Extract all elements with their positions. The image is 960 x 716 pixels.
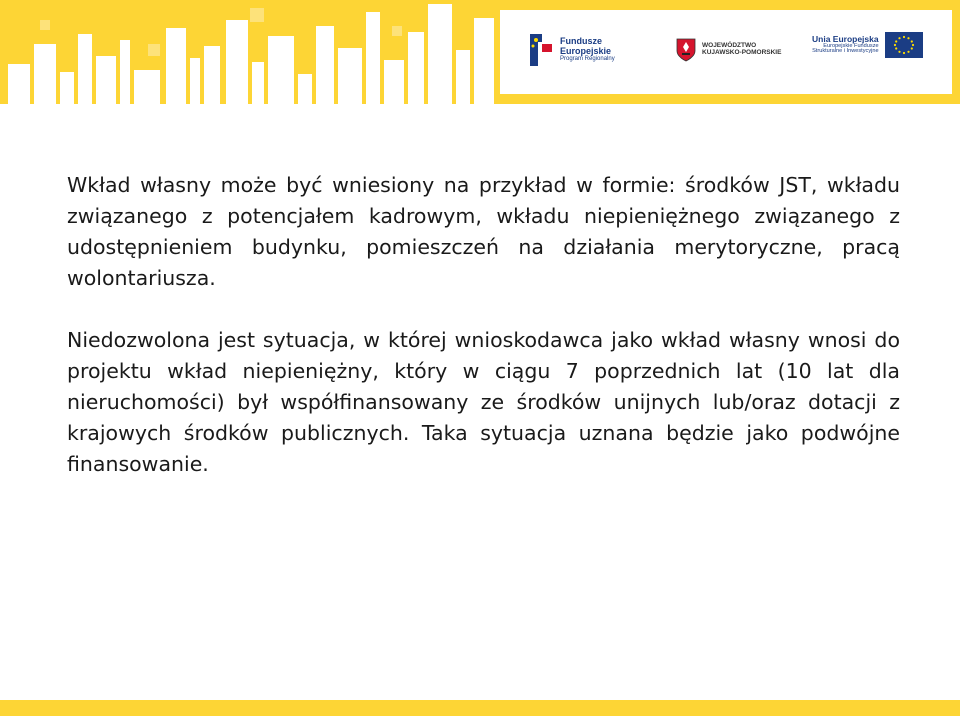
footer-stripe <box>0 700 960 716</box>
header-banner <box>0 0 960 104</box>
paragraph-double-financing: Niedozwolona jest sytuacja, w której wnioskodawca jako wkład własny wnosi do projektu wkład niepieniężny, który w ciągu 7 poprzednich lat (10 lat dla nieruchomości) był współfinansowany ze środków unijnych lub/oraz dotacji z krajowych środków publicznych. Taka sytuacja uznana będzie jako podwójne finansowanie. <box>67 328 900 476</box>
unia-title: Unia Europejska <box>812 33 879 44</box>
unia-line2: Strukturalne i Inwestycyjne <box>812 48 879 55</box>
fundusze-line3: Program Regionalny <box>560 56 615 63</box>
wojewodztwo-logo <box>676 38 781 62</box>
unia-line1: Europejskie Fundusze <box>823 42 879 49</box>
decorative-pattern <box>0 0 500 104</box>
fundusze-line2: Europejskie <box>560 45 612 56</box>
eu-flag-icon <box>885 32 923 58</box>
paragraph-own-contribution: Wkład własny może być wniesiony na przykład w formie: środków JST, wkładu związanego z potencjałem kadrowym, wkładu niepieniężnego związanego z udostępnieniem budynku, pomieszczeń na działania merytoryczne, pracą wolontariusza. <box>67 173 900 290</box>
unia-europejska-logo <box>812 32 923 58</box>
fundusze-europejskie-emblem-icon <box>528 32 554 68</box>
wojewodztwo-line1: WOJEWÓDZTWO <box>702 42 757 50</box>
logo-panel <box>500 10 952 94</box>
fundusze-line1: Fundusze <box>560 36 602 47</box>
wojewodztwo-line2: KUJAWSKO-POMORSKIE <box>702 49 782 56</box>
fundusze-europejskie-logo <box>528 32 615 68</box>
main-content <box>67 170 900 480</box>
coat-of-arms-icon <box>676 38 696 62</box>
